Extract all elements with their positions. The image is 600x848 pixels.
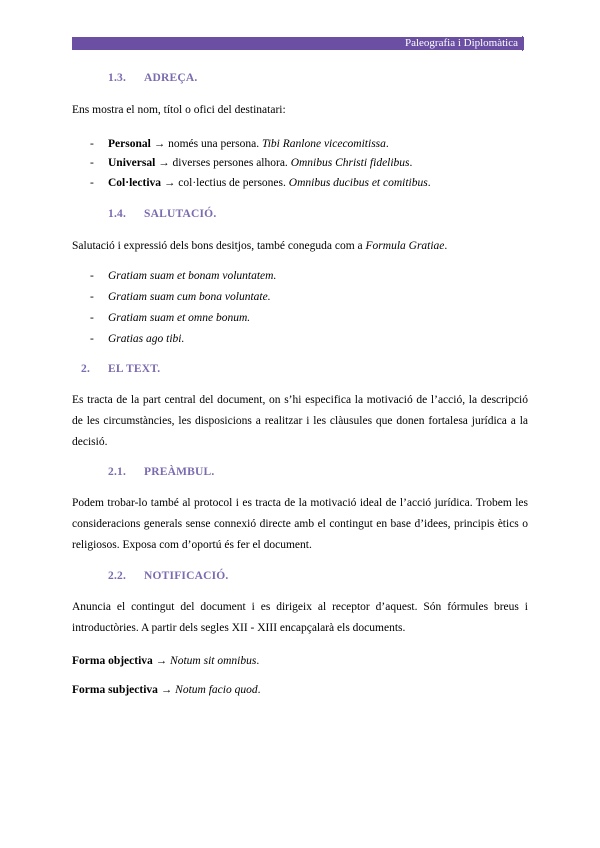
list-term: Universal (108, 157, 156, 169)
latin-example: Notum facio quod (175, 684, 258, 696)
form-term: Forma objectiva (72, 655, 153, 667)
list-item: - Universal → diverses persones alhora. Omnibus Christi fidelibus. (90, 157, 413, 169)
latin-formula: Gratiam suam cum bona voluntate. (108, 291, 271, 303)
list-item: - Col·lectiva → col·lectius de persones. Omnibus ducibus et comitibus. (90, 177, 431, 189)
latin-formula: Gratiam suam et bonam voluntatem. (108, 270, 277, 282)
list-item: - Personal → només una persona. Tibi Ranlone vicecomitissa. (90, 138, 389, 150)
section-number: 2.1. (108, 466, 127, 478)
form-objectiva: Forma objectiva → Notum sit omnibus. (72, 655, 260, 667)
latin-example: Tibi Ranlone vicecomitissa (261, 138, 386, 150)
section-heading-notificacio (108, 570, 229, 582)
list-item: - Gratiam suam cum bona voluntate. (90, 291, 271, 303)
notificacio-paragraph: Anuncia el contingut del document i es dirigeix al receptor d’aquest. Són fórmules breus i introductòries. A partir dels segles XII - XIII encapçalarà els documents. (72, 601, 528, 634)
latin-formula: Gratiam suam et omne bonum. (108, 312, 251, 324)
section-title: EL TEXT. (108, 363, 161, 375)
latin-example: Omnibus ducibus et comitibus (288, 177, 428, 189)
salutacio-intro: Salutació i expressió dels bons desitjos, també coneguda com a Formula Gratiae. (72, 240, 448, 252)
list-term: Personal (108, 138, 151, 150)
list-item: - Gratiam suam et bonam voluntatem. (90, 270, 277, 282)
page-header (72, 37, 524, 50)
section-heading-text (81, 363, 160, 375)
latin-term: Formula Gratiae (365, 240, 445, 252)
text-paragraph: Es tracta de la part central del document, on s’hi especifica la motivació de l’acció, la descripció de les circumstàncies, les disposicions a realitzar i les clàusules que donen fortalesa jurídica a la decisió. (72, 394, 528, 448)
section-heading-salutacio (108, 208, 216, 220)
section-title: PREÀMBUL. (144, 466, 215, 478)
section-number: 2. (81, 363, 91, 375)
form-term: Forma subjectiva (72, 684, 158, 696)
latin-example: Omnibus Christi fidelibus (290, 157, 410, 169)
header-title: Paleografia i Diplomàtica (404, 37, 518, 49)
form-subjectiva: Forma subjectiva → Notum facio quod. (72, 684, 261, 696)
list-item: - Gratias ago tibi. (90, 333, 185, 345)
latin-formula: Gratias ago tibi. (108, 333, 185, 345)
list-item: - Gratiam suam et omne bonum. (90, 312, 251, 324)
section-heading-preambul (108, 466, 214, 478)
header-edge-rule (522, 36, 523, 51)
section-number: 2.2. (108, 570, 127, 582)
section-number: 1.3. (108, 72, 127, 84)
section-title: NOTIFICACIÓ. (144, 570, 229, 582)
preambul-paragraph: Podem trobar-lo també al protocol i es tracta de la motivació ideal de l’acció jurídica. Trobem les consideracions generals sense connexió directe amb el contingut en base d’idees, principis ètics o religiosos. Exposa com d’oportú és fer el document. (72, 497, 528, 551)
list-term: Col·lectiva (108, 177, 162, 189)
section-heading-adreca (108, 72, 197, 84)
section-number: 1.4. (108, 208, 127, 220)
section-title: ADREÇA. (144, 72, 198, 84)
adreca-intro: Ens mostra el nom, títol o ofici del destinatari: (72, 104, 286, 116)
section-title: SALUTACIÓ. (144, 208, 217, 220)
latin-example: Notum sit omnibus (170, 655, 257, 667)
